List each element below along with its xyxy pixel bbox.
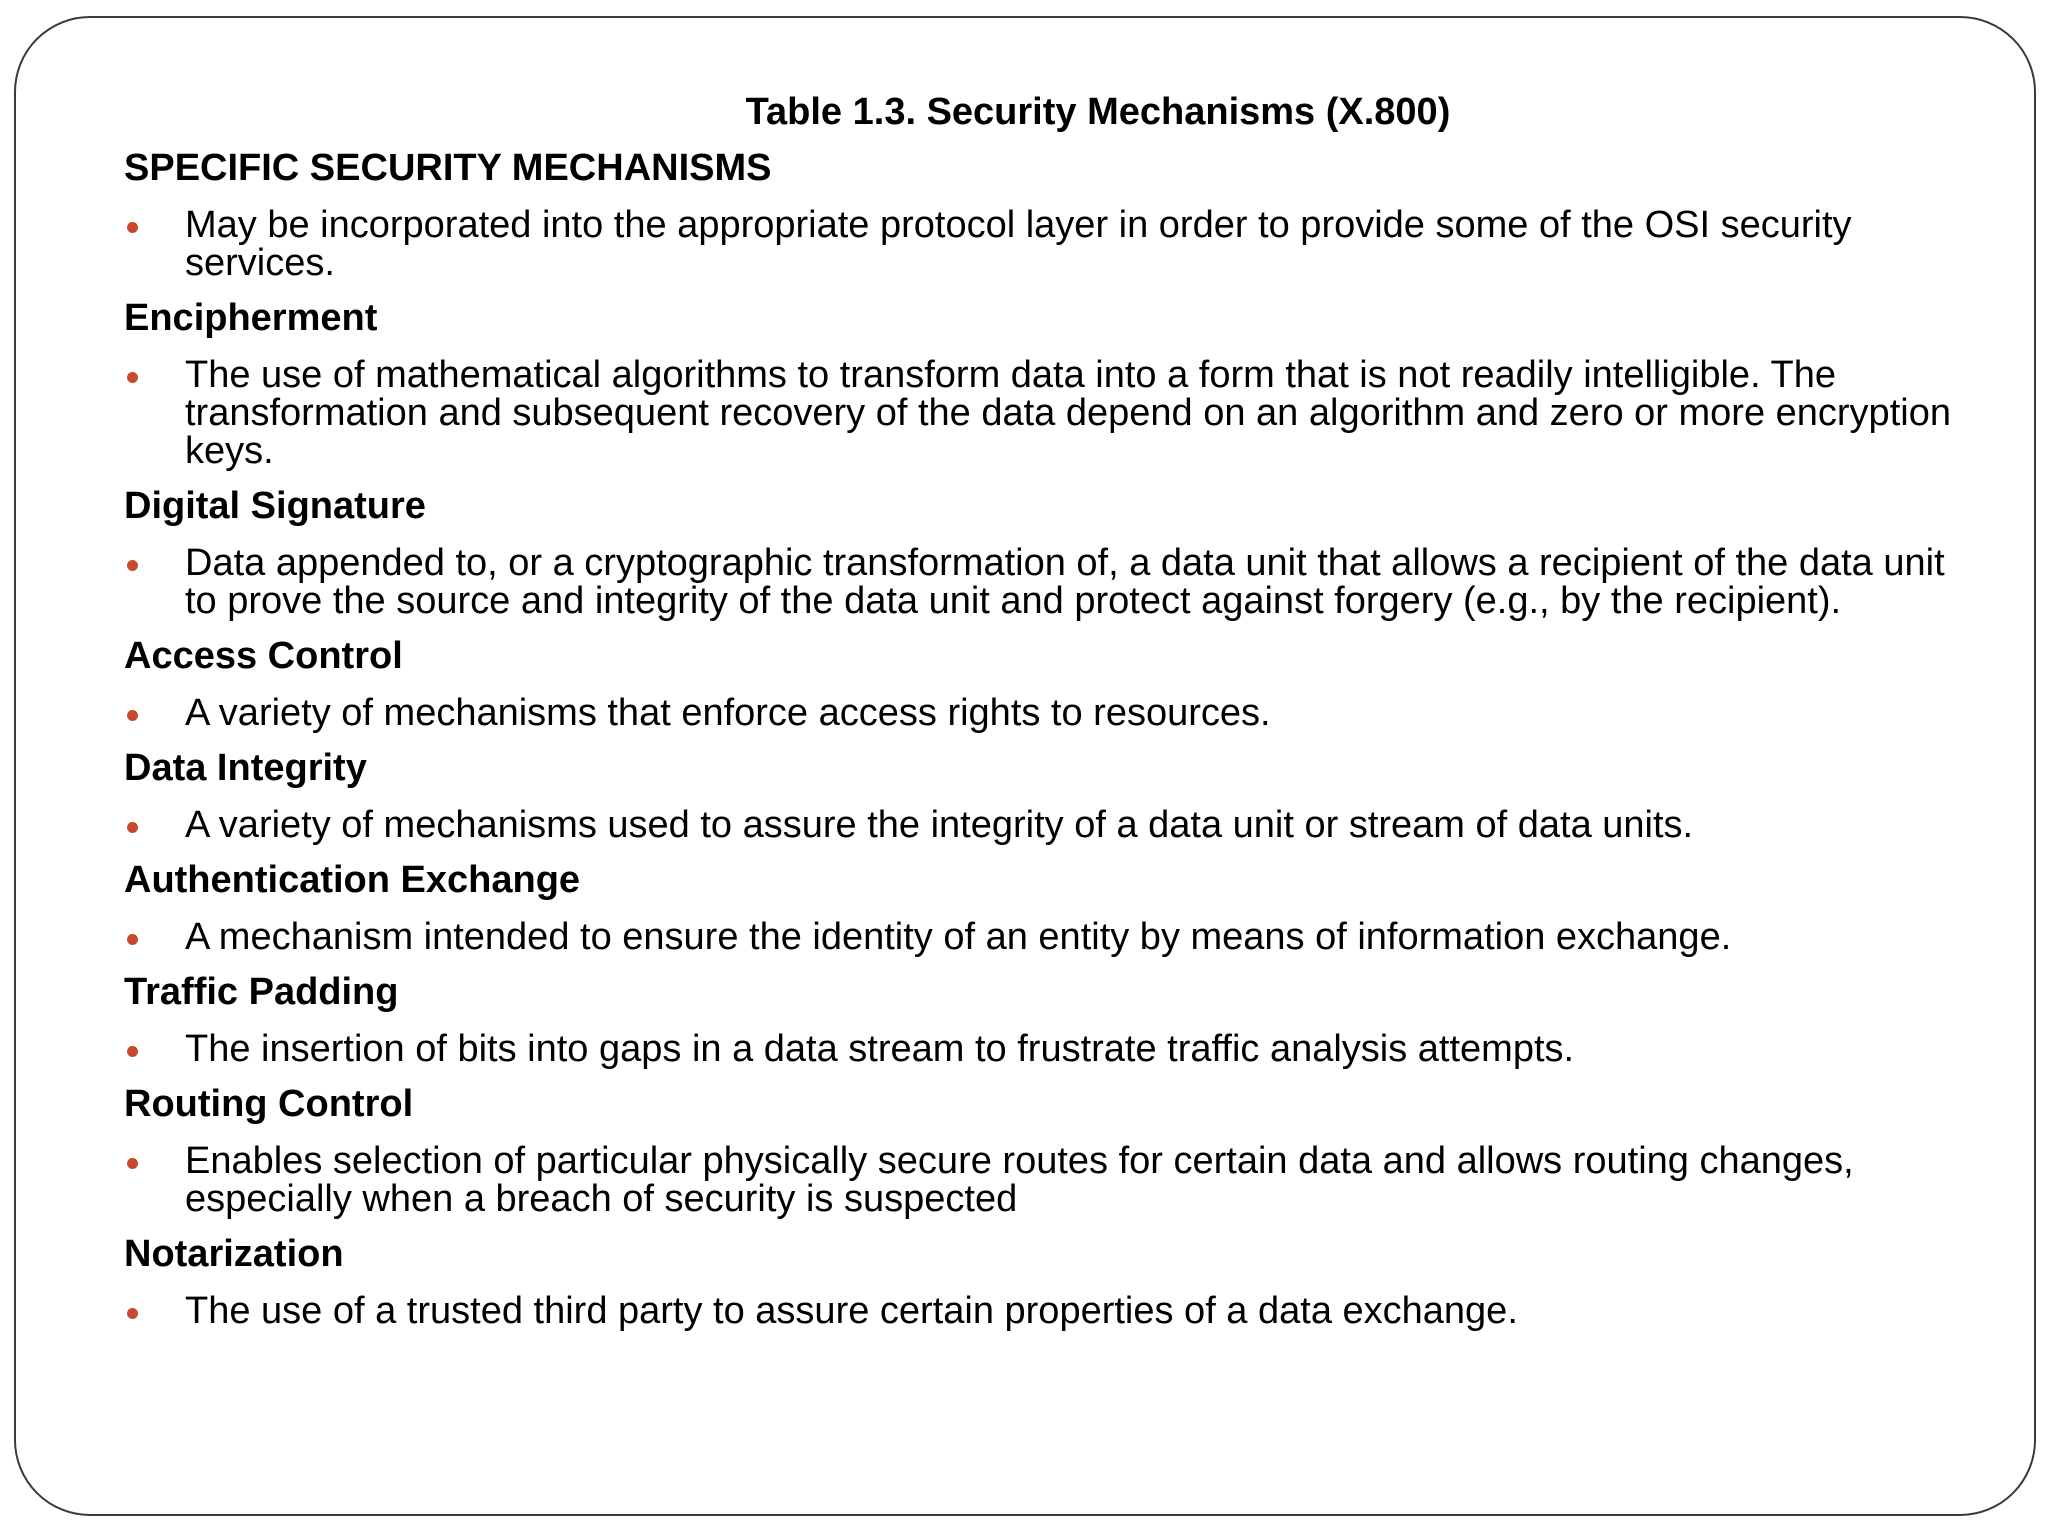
bullet-icon xyxy=(127,710,138,721)
bullet-icon xyxy=(127,222,138,233)
section-description: The insertion of bits into gaps in a data stream to frustrate traffic analysis attempts. xyxy=(185,1028,1575,1070)
bullet-icon xyxy=(127,1046,138,1057)
section-heading: SPECIFIC SECURITY MECHANISMS xyxy=(124,147,772,189)
section-description: A variety of mechanisms that enforce access rights to resources. xyxy=(185,692,1271,734)
bullet-icon xyxy=(127,822,138,833)
section-bullet-item xyxy=(124,534,1954,628)
section-bullet-item xyxy=(124,908,1954,964)
section-heading: Notarization xyxy=(124,1233,344,1275)
section-heading: Data Integrity xyxy=(124,747,367,789)
bullet-icon xyxy=(127,372,138,383)
section-heading: Digital Signature xyxy=(124,485,426,527)
table-title: Table 1.3. Security Mechanisms (X.800) xyxy=(745,91,1451,133)
bullet-icon xyxy=(127,560,138,571)
section-bullet-item xyxy=(124,346,1954,478)
section-description: The use of mathematical algorithms to transform data into a form that is not readily intelligible. The transformation and subsequent recovery of the data depend on an algorithm and zero or more encryption keys. xyxy=(185,354,1951,472)
section-heading: Access Control xyxy=(124,635,403,677)
section-description: A mechanism intended to ensure the identity of an entity by means of information exchange. xyxy=(185,916,1732,958)
section-description: A variety of mechanisms used to assure the integrity of a data unit or stream of data units. xyxy=(185,804,1694,846)
section-description: Data appended to, or a cryptographic transformation of, a data unit that allows a recipient of the data unit to prove the source and integrity of the data unit and protect against forgery (e.g., by the recipient). xyxy=(185,542,1945,622)
bullet-icon xyxy=(127,1308,138,1319)
section-heading: Authentication Exchange xyxy=(124,859,581,901)
section-bullet-item xyxy=(124,1132,1954,1226)
section-description: Enables selection of particular physically secure routes for certain data and allows routing changes, especially when a breach of security is suspected xyxy=(185,1140,1854,1220)
section-heading: Routing Control xyxy=(124,1083,414,1125)
section-description: The use of a trusted third party to assure certain properties of a data exchange. xyxy=(185,1290,1518,1332)
bullet-icon xyxy=(127,1158,138,1169)
section-heading: Encipherment xyxy=(124,297,378,339)
bullet-icon xyxy=(127,934,138,945)
section-bullet-item xyxy=(124,1282,1954,1338)
section-bullet-item xyxy=(124,1020,1954,1076)
slide-content xyxy=(124,84,1954,1338)
section-heading: Traffic Padding xyxy=(124,971,399,1013)
section-bullet-item xyxy=(124,196,1954,290)
section-bullet-item xyxy=(124,796,1954,852)
section-bullet-item xyxy=(124,684,1954,740)
section-description: May be incorporated into the appropriate protocol layer in order to provide some of the OSI security services. xyxy=(185,204,1852,284)
